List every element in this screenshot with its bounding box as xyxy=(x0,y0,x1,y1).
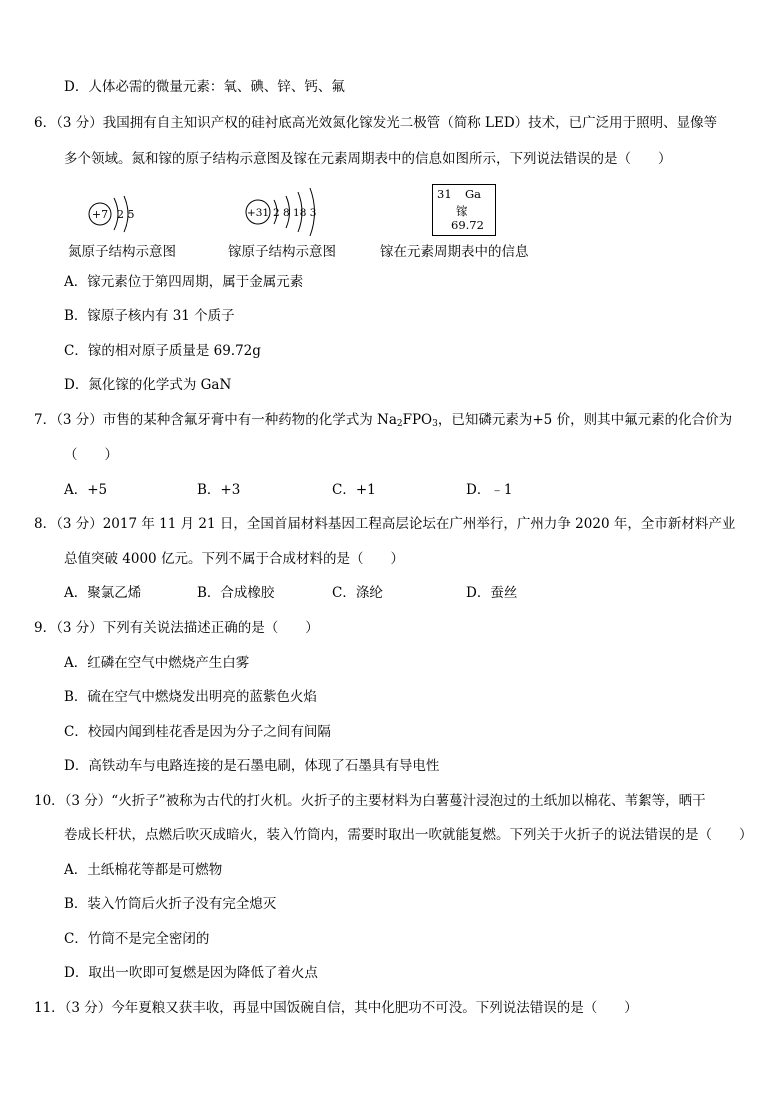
q8-option-d: D．蚕丝 xyxy=(466,585,518,601)
q6-option-a: A．镓元素位于第四周期，属于金属元素 xyxy=(64,274,304,290)
gallium-name: 镓 xyxy=(456,204,468,218)
q9-option-c: C．校园内闻到桂花香是因为分子之间有间隔 xyxy=(64,724,331,740)
q5-option-d: D．人体必需的微量元素：氧、碘、锌、钙、氟 xyxy=(64,79,345,95)
q9-option-d: D．高铁动车与电路连接的是石墨电刷，体现了石墨具有导电性 xyxy=(64,758,440,774)
q6-option-c: C．镓的相对原子质量是 69.72g xyxy=(64,343,261,359)
gallium-periodic-cell xyxy=(432,184,496,236)
periodic-info-label: 镓在元素周期表中的信息 xyxy=(380,244,529,260)
gallium-shell-electrons: 2 8 18 3 xyxy=(273,207,317,219)
q10-option-d: D．取出一吹即可复燃是因为降低了着火点 xyxy=(64,965,318,981)
q7-option-a: A．+5 xyxy=(64,482,108,498)
q6-option-b: B．镓原子核内有 31 个质子 xyxy=(64,308,235,324)
gallium-atomic-number: 31 xyxy=(437,187,452,201)
q7-option-d: D．﹣1 xyxy=(466,482,513,498)
nitrogen-nucleus-charge: +7 xyxy=(91,208,109,221)
q9-stem-line1: 9．（3 分）下列有关说法描述正确的是（ ） xyxy=(34,620,319,636)
q7-option-c: C．+1 xyxy=(332,482,376,498)
q7-stem-line1 xyxy=(34,411,732,429)
q6-option-d: D．氮化镓的化学式为 GaN xyxy=(64,377,232,393)
q8-option-b: B．合成橡胶 xyxy=(197,585,275,601)
q7-subscript-1: 2 xyxy=(396,419,403,429)
q7-stem-pre: 7．（3 分）市售的某种含氟牙膏中有一种药物的化学式为 Na xyxy=(34,412,397,428)
q10-stem-line1: 10．（3 分）“火折子”被称为古代的打火机。火折子的主要材料为白薯蔓汁浸泡过的土纸加以棉花、苇絮等，晒干 xyxy=(34,793,706,809)
gallium-nucleus-charge: +31 xyxy=(246,207,270,219)
q7-option-b: B．+3 xyxy=(197,482,241,498)
gallium-atom-diagram xyxy=(244,184,344,240)
q8-stem-line2: 总值突破 4000 亿元。下列不属于合成材料的是（ ） xyxy=(64,551,404,567)
q8-option-c: C．涤纶 xyxy=(332,585,383,601)
q9-option-b: B．硫在空气中燃烧发出明亮的蓝紫色火焰 xyxy=(64,689,317,705)
gallium-symbol: Ga xyxy=(465,187,482,201)
q10-option-a: A．土纸棉花等都是可燃物 xyxy=(64,862,223,878)
gallium-atomic-mass: 69.72 xyxy=(451,218,484,232)
q6-stem-line1: 6．（3 分）我国拥有自主知识产权的硅衬底高光效氮化镓发光二极管（简称 LED）技术，已广泛用于照明、显像等 xyxy=(34,115,718,131)
q7-formula-mid: FPO xyxy=(402,412,433,428)
q11-stem-line1: 11．（3 分）今年夏粮又获丰收，再显中国饭碗自信，其中化肥功不可没。下列说法错误的是（ ） xyxy=(34,1000,638,1016)
q8-stem-line1: 8．（3 分）2017 年 11 月 21 日，全国首届材料基因工程高层论坛在广州举行，广州力争 2020 年，全市新材料产业 xyxy=(34,516,736,532)
q7-subscript-2: 3 xyxy=(432,419,438,429)
nitrogen-shell-electrons: 2 5 xyxy=(117,208,135,221)
gallium-diagram-label: 镓原子结构示意图 xyxy=(228,244,336,260)
q9-option-a: A．红磷在空气中燃烧产生白雾 xyxy=(64,655,250,671)
q7-stem-line2: （ ） xyxy=(64,447,118,463)
q10-option-b: B．装入竹筒后火折子没有完全熄灭 xyxy=(64,896,277,912)
nitrogen-diagram-label: 氮原子结构示意图 xyxy=(68,244,176,260)
q10-option-c: C．竹筒不是完全密闭的 xyxy=(64,931,210,947)
q6-stem-line2: 多个领域。氮和镓的原子结构示意图及镓在元素周期表中的信息如图所示，下列说法错误的是（ ） xyxy=(64,151,672,167)
nitrogen-atom-diagram xyxy=(86,190,156,240)
q7-stem-post: ，已知磷元素为+5 价，则其中氟元素的化合价为 xyxy=(437,412,733,428)
q8-option-a: A．聚氯乙烯 xyxy=(64,585,142,601)
q10-stem-line2: 卷成长杆状，点燃后吹灭成暗火，装入竹筒内，需要时取出一吹就能复燃。下列关于火折子的说法错误的是（ ） xyxy=(64,827,753,843)
